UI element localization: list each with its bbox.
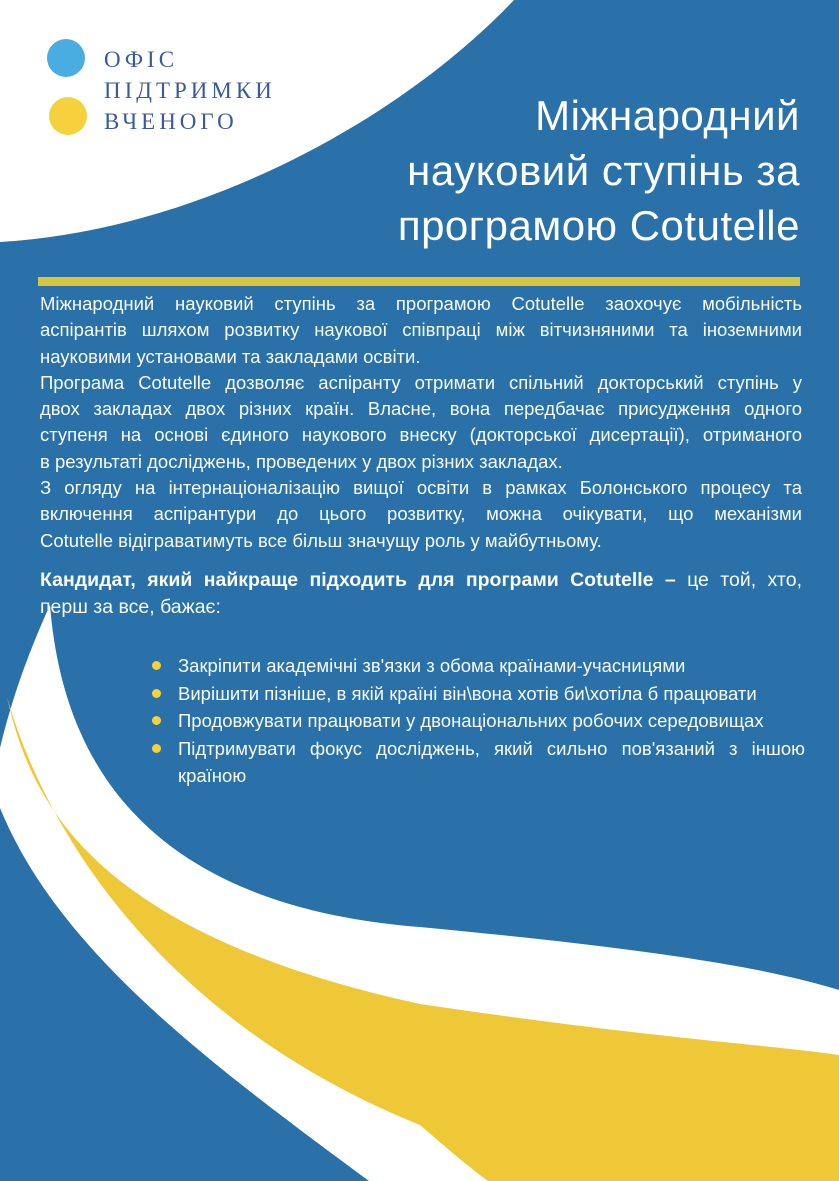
logo-text-line: ВЧЕНОГО bbox=[104, 109, 238, 134]
candidate-heading-bold: Кандидат, який найкраще підходить для програми Cotutelle – bbox=[40, 569, 676, 591]
body-line: ступеня на основі єдиного наукового внеску (докторської дисертації), отриманого bbox=[40, 424, 802, 446]
bullet-dot-icon bbox=[152, 689, 161, 698]
list-item bbox=[152, 652, 805, 680]
candidate-heading-line2: перш за все, бажає: bbox=[40, 596, 221, 618]
bullet-list bbox=[152, 652, 805, 790]
bullet-dot-icon bbox=[152, 661, 161, 670]
logo-yellow-circle-icon bbox=[49, 97, 87, 135]
body-line: в результаті досліджень, проведених у двох різних закладах. bbox=[40, 450, 563, 472]
body-line: Програма Cotutelle дозволяє аспіранту отримати спільний докторський ступінь у bbox=[40, 371, 802, 393]
body-line: включення аспірантури до цього розвитку, можна очікувати, що механізми bbox=[40, 503, 802, 525]
list-item bbox=[152, 735, 805, 790]
bullet-line: країною bbox=[178, 765, 247, 786]
title-line: науковий ступінь за bbox=[407, 147, 800, 194]
bullet-text bbox=[178, 735, 805, 790]
logo-text-line: ОФІС bbox=[104, 47, 179, 72]
candidate-heading-line1 bbox=[40, 567, 802, 594]
bullet-text bbox=[178, 652, 805, 680]
candidate-heading bbox=[40, 567, 802, 621]
list-item bbox=[152, 680, 805, 708]
title-line: програмою Cotutelle bbox=[397, 202, 800, 249]
title-line: Міжнародний bbox=[535, 92, 800, 139]
body-line: науковими установами та закладами освіти. bbox=[40, 345, 421, 367]
body-line: З огляду на інтернаціоналізацію вищої освіти в рамках Болонського процесу та bbox=[40, 477, 802, 499]
body-line: аспірантів шляхом розвитку наукової співпраці між вітчизняними та іноземними bbox=[40, 319, 802, 341]
body-paragraphs bbox=[40, 291, 802, 554]
bullet-line: Вирішити пізніше, в якій країні він\вона хотів би\хотіла б працювати bbox=[178, 682, 757, 704]
page-title bbox=[330, 88, 800, 253]
candidate-heading-regular: це той, хто, bbox=[687, 569, 803, 591]
body-line: Cotutelle відіграватимуть все більш значущу роль у майбутньому. bbox=[40, 529, 602, 551]
list-item bbox=[152, 707, 805, 735]
bullet-dot-icon bbox=[152, 744, 161, 753]
body-line: двох закладах двох різних країн. Власне, вона передбачає присудження одного bbox=[40, 398, 802, 420]
bullet-line: Продовжувати працювати у двонаціональних робочих середовищах bbox=[178, 710, 764, 731]
logo-text-line: ПІДТРИМКИ bbox=[104, 78, 276, 103]
logo-blue-circle-icon bbox=[47, 39, 85, 77]
bullet-text bbox=[178, 707, 805, 735]
bullet-dot-icon bbox=[152, 716, 161, 725]
body-line: Міжнародний науковий ступінь за програмою Cotutelle заохочує мобільність bbox=[40, 293, 802, 314]
bullet-text bbox=[178, 680, 805, 708]
bullet-line: Підтримувати фокус досліджень, який сильно пов'язаний з іншою bbox=[178, 737, 805, 759]
bullet-line: Закріпити академічні зв'язки з обома країнами-учасницями bbox=[178, 655, 686, 676]
yellow-divider bbox=[38, 277, 800, 286]
logo-text bbox=[104, 44, 276, 137]
